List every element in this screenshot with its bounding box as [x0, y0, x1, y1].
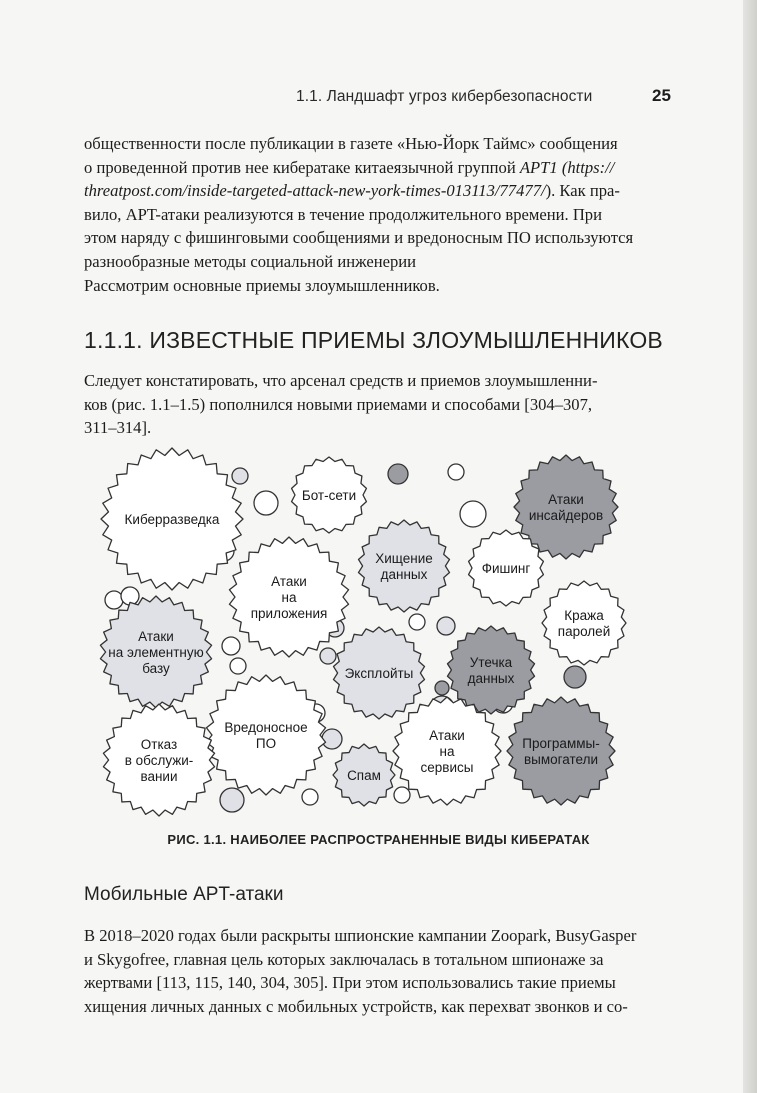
paragraph-line: 311–314].: [84, 418, 152, 438]
paragraph-line: ков (рис. 1.1–1.5) пополнился новыми приемами и способами [304–307,: [84, 394, 593, 414]
badge-label: на элементную: [108, 645, 204, 660]
paragraph-line: threatpost.com/inside-targeted-attack-new-york-times-013113/77477/). Как пра-: [84, 181, 620, 201]
badge-label: ПО: [255, 736, 277, 751]
badge-label: данных: [467, 671, 515, 686]
badge-label: на: [439, 744, 455, 759]
badge-label: Атаки: [429, 728, 465, 743]
badge-label: Спам: [347, 768, 381, 783]
badge-shape: [507, 697, 615, 805]
badge-botnets: [292, 457, 367, 533]
badge-label: Атаки: [271, 574, 307, 589]
badge-label: паролей: [557, 624, 611, 639]
badge-ransomware: [507, 697, 615, 805]
badge-label: Вредоносное: [224, 720, 308, 735]
badge-label: Хищение: [375, 551, 433, 566]
paragraph-line: хищения личных данных с мобильных устройств, как перехват звонков и со-: [84, 996, 628, 1016]
paragraph-line: и Skygofree, главная цель которых заключалась в тотальном шпионаже за: [84, 949, 604, 969]
badge-label: Кража: [564, 608, 604, 623]
badge-spam: [333, 744, 395, 806]
badge-dos: [103, 704, 214, 816]
badge-shape: [206, 675, 325, 795]
paragraph-line: о проведенной против нее кибератаке китаеязычной группой APT1 (https://: [84, 157, 615, 177]
badge-label: базу: [142, 661, 170, 676]
badge-label: на: [281, 590, 297, 605]
paragraph-line: разнообразные методы социальной инженерии: [84, 251, 417, 271]
article-url: threatpost.com/inside-targeted-attack-new-york-times-013113/77477/: [84, 181, 546, 201]
decorative-dot: [232, 468, 248, 484]
paragraph-consider: Рассмотрим основные приемы злоумышленников.: [84, 276, 440, 295]
badge-label: Эксплойты: [344, 666, 414, 681]
badge-label: приложения: [250, 606, 328, 621]
paragraph-line: Следует констатировать, что арсенал средств и приемов злоумышленни-: [84, 371, 598, 390]
decorative-dot: [460, 501, 486, 527]
badge-shape: [542, 581, 626, 665]
badge-label: Атаки: [548, 492, 584, 507]
badge-label: данных: [380, 567, 428, 582]
badge-label: Фишинг: [481, 561, 531, 576]
badge-label: Бот-сети: [301, 488, 357, 503]
badge-label: вымогатели: [523, 752, 599, 767]
decorative-dot: [564, 666, 586, 688]
badge-label: Атаки: [138, 629, 174, 644]
decorative-dot: [437, 617, 455, 635]
decorative-dot: [254, 491, 278, 515]
decorative-dot: [222, 637, 240, 655]
decorative-dot: [302, 789, 318, 805]
badge-label: Отказ: [140, 737, 178, 752]
paragraph-line: общественности после публикации в газете «Нью-Йорк Таймс» сообщения: [84, 134, 618, 153]
badge-label: в обслужи-: [124, 753, 194, 768]
decorative-dot: [409, 614, 425, 630]
decorative-dot: [388, 464, 408, 484]
badge-service-attacks: [393, 697, 501, 805]
paragraph-line: жертвами [113, 115, 140, 304, 305]. При этом использовались такие приемы: [84, 973, 616, 993]
badge-malware: [206, 675, 325, 795]
badge-label: сервисы: [420, 760, 474, 775]
paragraph-line: вило, APT-атаки реализуются в течение продолжительного времени. При: [84, 204, 602, 224]
badge-shape: [358, 520, 449, 612]
badge-elementbase-attacks: [100, 596, 211, 708]
decorative-dot: [435, 681, 449, 695]
badge-label: вании: [140, 769, 178, 784]
decorative-dot: [105, 591, 123, 609]
url-prefix: (https://: [557, 157, 615, 177]
decorative-dot: [394, 787, 410, 803]
badge-label: инсайдеров: [528, 508, 604, 523]
badge-app-attacks: [229, 537, 348, 657]
figure-caption: РИС. 1.1. НАИБОЛЕЕ РАСПРОСТРАНЕННЫЕ ВИДЫ КИБЕРАТАК: [167, 832, 590, 847]
paragraph-mobile-apt: [84, 924, 662, 1018]
paragraph-line: этом наряду с фишинговыми сообщениями и вредоносным ПО используются: [84, 228, 634, 248]
decorative-dot: [230, 658, 246, 674]
badge-label: Программы-: [522, 736, 600, 751]
badge-exploits: [333, 627, 424, 719]
decorative-dot: [320, 648, 336, 664]
running-header-title: 1.1. Ландшафт угроз кибербезопасности: [296, 88, 593, 105]
badge-data-theft: [358, 520, 449, 612]
subheading-mobile-apt: Мобильные APT-атаки: [84, 884, 284, 905]
badge-label: Утечка: [469, 655, 513, 670]
badge-password-theft: [542, 581, 626, 665]
decorative-dot: [220, 788, 244, 812]
badge-label: Киберразведка: [124, 512, 220, 527]
section-heading: 1.1.1. ИЗВЕСТНЫЕ ПРИЕМЫ ЗЛОУМЫШЛЕННИКОВ: [84, 327, 663, 353]
decorative-dot: [448, 464, 464, 480]
decorative-dot: [322, 729, 342, 749]
badge-cyber-recon: [101, 448, 243, 590]
page-number: 25: [652, 86, 671, 105]
apt-group-name: APT1: [519, 157, 558, 177]
paragraph-line: В 2018–2020 годах были раскрыты шпионские кампании Zoopark, BusyGasper: [84, 926, 637, 945]
